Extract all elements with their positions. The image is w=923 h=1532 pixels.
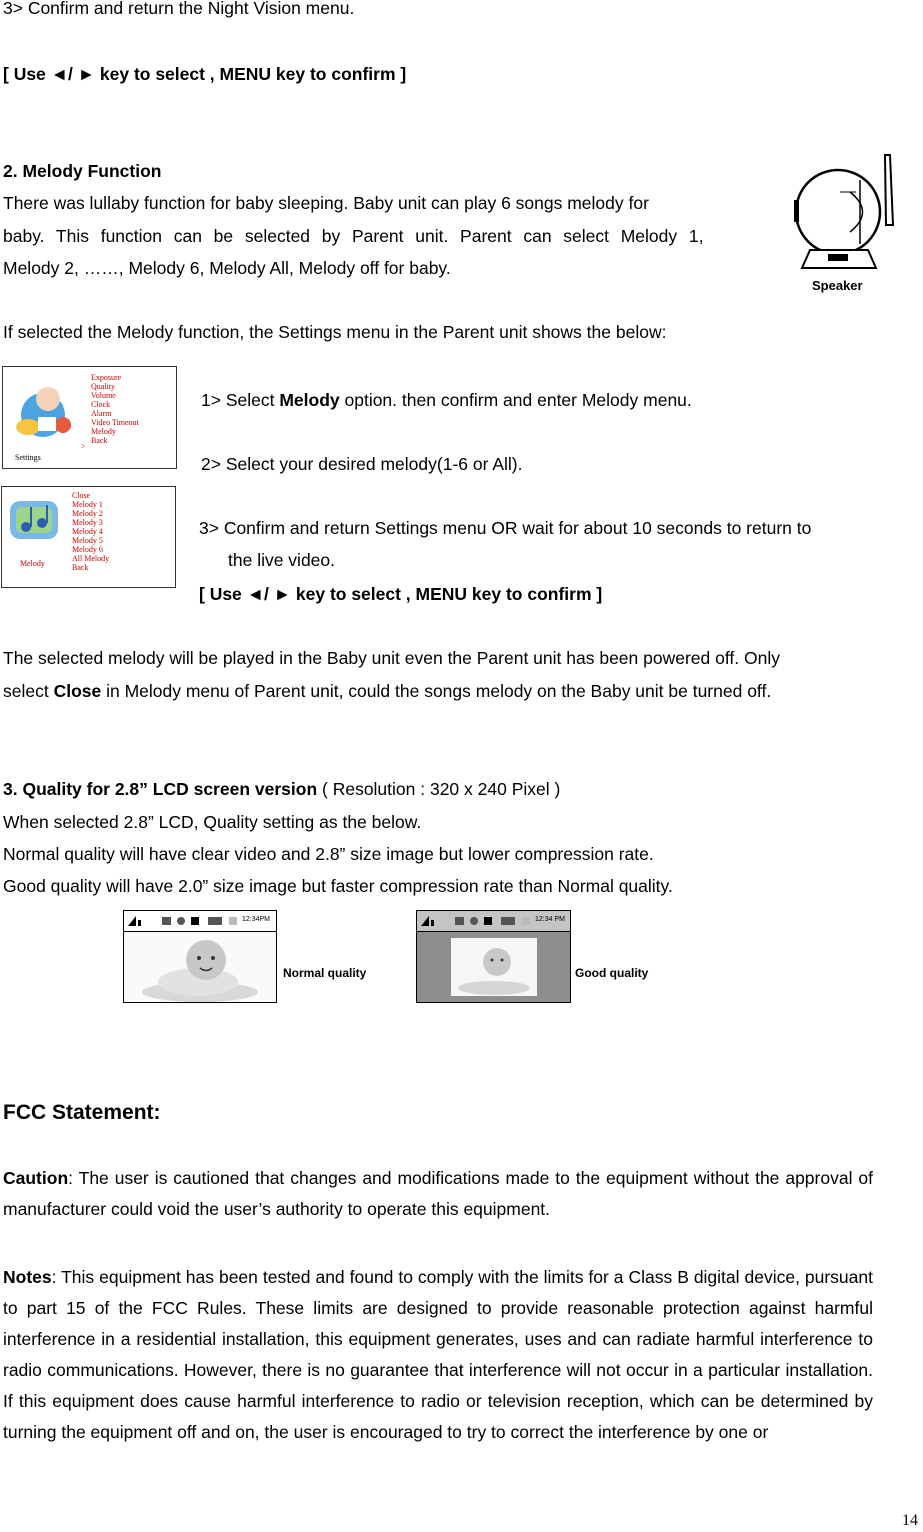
melody-note-pre: select [3,681,54,701]
night-vision-step3: 3> Confirm and return the Night Vision menu. [3,0,355,18]
status-icons [128,914,238,928]
fcc-notes-label: Notes [3,1267,52,1287]
settings-menu-thumbnail [2,366,177,469]
good-quality-label: Good quality [575,966,649,980]
music-notes-icon [6,493,62,549]
status-bar [124,911,276,932]
good-quality-screen [416,910,571,1003]
status-icons [421,914,531,928]
settings-menu-item: Clock [91,400,111,409]
melody-step3-line2: the live video. [228,550,336,570]
settings-menu-item: Alarm [91,409,112,418]
night-vision-key-hint: [ Use ◄/ ► key to select , MENU key to confirm ] [3,64,407,84]
quality-line3: Good quality will have 2.0” size image but faster compression rate than Normal quality. [3,876,673,896]
melody-heading: 2. Melody Function [3,161,162,181]
melody-menu-item: Melody 2 [72,509,103,518]
melody-step1-bold: Melody [279,390,340,410]
melody-menu-item: All Melody [72,554,110,563]
quality-heading-bold: 3. Quality for 2.8” LCD screen version [3,779,318,799]
status-bar [417,911,570,932]
fcc-heading: FCC Statement: [3,1101,161,1124]
melody-menu-item: Melody 4 [72,527,103,536]
quality-heading [3,779,560,800]
settings-menu-item: Back [91,436,108,445]
settings-character-icon [8,377,78,447]
settings-menu-item: Exposure [91,373,122,382]
melody-menu-item: Melody 6 [72,545,103,554]
baby-photo-icon [124,932,276,1002]
normal-quality-label: Normal quality [283,966,367,980]
melody-step1 [201,390,692,411]
normal-quality-screen [123,910,277,1003]
baby-unit-speaker-illustration [790,150,900,300]
settings-menu-items [91,373,139,445]
melody-para-line-3: Melody 2, ……, Melody 6, Melody All, Melody off for baby. [3,258,451,278]
melody-menu-items [72,491,109,572]
fcc-notes-text: : This equipment has been tested and found to comply with the limits for a Class B digital device, pursuant to part 15 of the FCC Rules. These limits are designed to provide reasonable protection against harmful interference in a residential installation, this equipment generates, uses and can radiate harmful interference to radio communications. However, there is no guarantee that interference will not occur in a particular installation. If this equipment does cause harmful interference to radio or television reception, which can be determined by turning the equipment off and on, the user is encouraged to try to correct the interference by one or [3,1267,873,1442]
fcc-caution [3,1163,873,1225]
settings-menu-item: Volume [91,391,116,400]
melody-menu-item: Back [72,563,89,572]
settings-menu-item: Quality [91,382,115,391]
melody-note-close: Close [53,681,102,701]
melody-menu-item: Melody 5 [72,536,103,545]
settings-menu-item: Melody [91,427,116,436]
melody-note-line2 [3,681,771,702]
settings-menu-cursor: > [81,442,86,451]
fcc-caution-label: Caution [3,1168,69,1188]
melody-note-post: in Melody menu of Parent unit, could the songs melody on the Baby unit be turned off. [101,681,772,701]
melody-menu-title: Melody [20,559,45,568]
melody-para-line-1: There was lullaby function for baby sleeping. Baby unit can play 6 songs melody for [3,193,649,213]
good-time: 12:34 PM [535,916,565,923]
settings-menu-item: Video Timeout [91,418,139,427]
melody-menu-item: Melody 1 [72,500,103,509]
quality-heading-rest: ( Resolution : 320 x 240 Pixel ) [317,779,561,799]
fcc-notes [3,1262,873,1448]
melody-menu-item: Melody 3 [72,518,103,527]
melody-menu-item: Close [72,491,91,500]
melody-key-hint: [ Use ◄/ ► key to select , MENU key to confirm ] [199,584,603,604]
melody-note-line1: The selected melody will be played in the Baby unit even the Parent unit has been powered off. Only [3,648,780,668]
melody-intro: If selected the Melody function, the Settings menu in the Parent unit shows the below: [3,322,667,342]
quality-line2: Normal quality will have clear video and 2.8” size image but lower compression rate. [3,844,654,864]
quality-line1: When selected 2.8” LCD, Quality setting as the below. [3,812,422,832]
melody-step1-pre: 1> Select [201,390,280,410]
melody-step3-line1: 3> Confirm and return Settings menu OR wait for about 10 seconds to return to [199,518,812,538]
melody-step1-post: option. then confirm and enter Melody menu. [339,390,692,410]
baby-photo-icon [417,932,570,1002]
melody-para-line-2: baby. This function can be selected by Parent unit. Parent can select Melody 1, [3,226,704,246]
melody-menu-thumbnail [1,486,176,588]
melody-step2: 2> Select your desired melody(1-6 or All). [201,454,523,474]
speaker-label: Speaker [812,278,863,293]
fcc-caution-text: : The user is cautioned that changes and modifications made to the equipment without the approval of manufacturer could void the user’s authority to operate this equipment. [3,1168,873,1219]
settings-menu-title: Settings [15,453,41,462]
page-number: 14 [902,1512,918,1529]
normal-time: 12:34PM [242,916,271,923]
